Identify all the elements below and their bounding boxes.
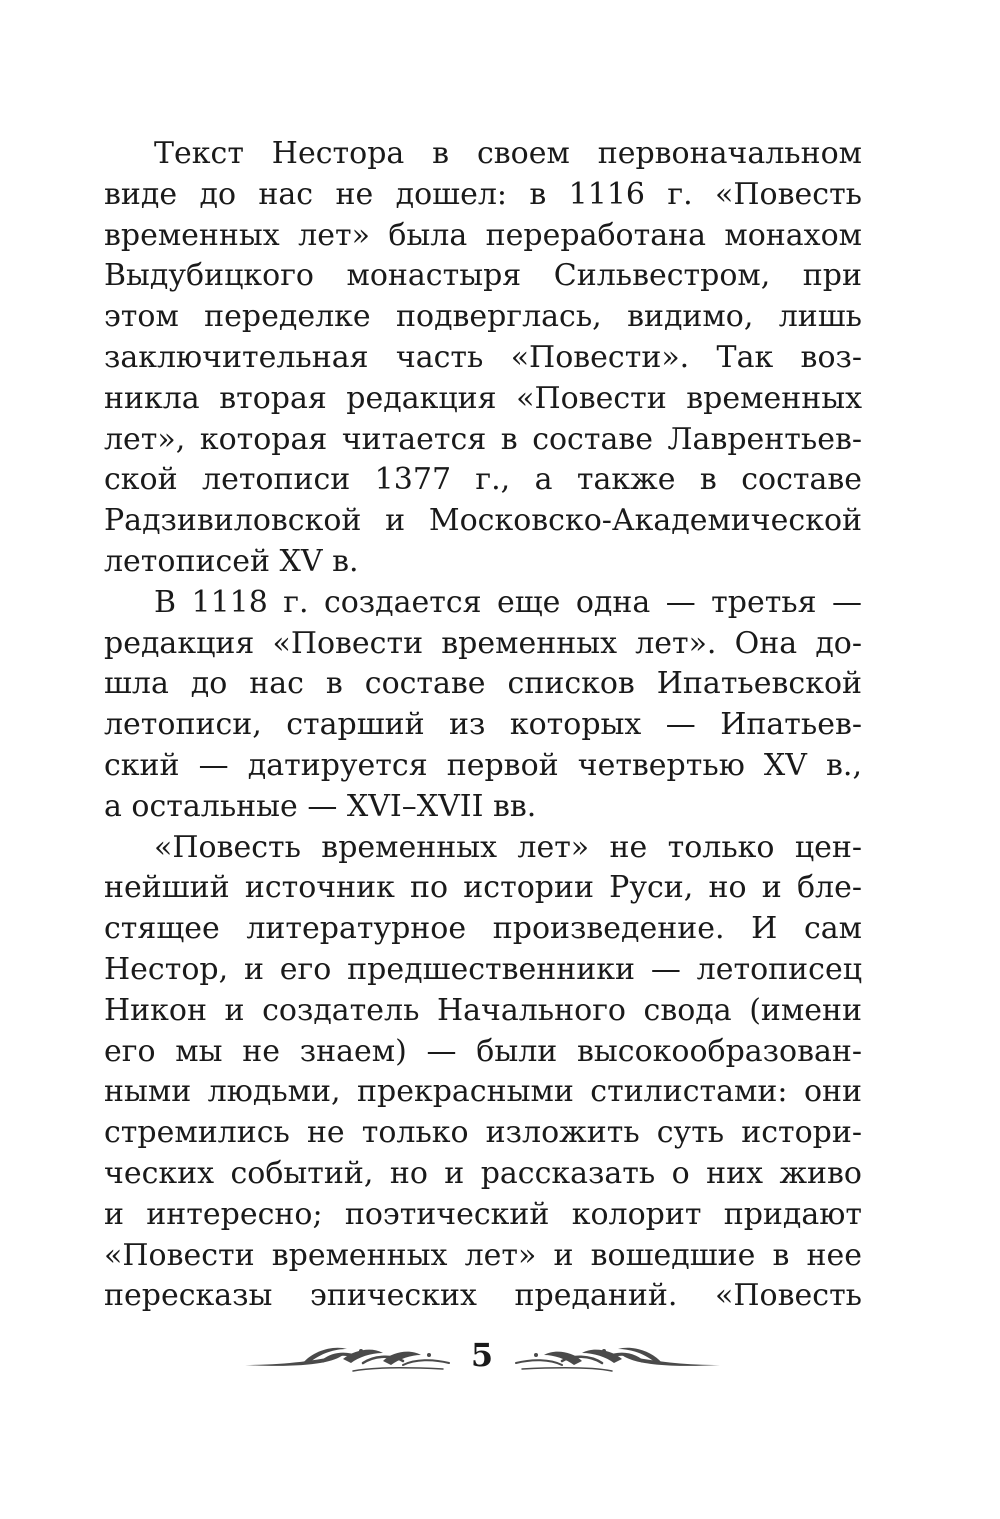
text-line: пересказы эпических преданий. «Повесть xyxy=(104,1278,862,1314)
text-line: ской летописи 1377 г., а также в составе xyxy=(104,462,862,498)
text-line: этом переделке подверглась, видимо, лишь xyxy=(104,299,862,335)
text-line: «Повесть временных лет» не только цен- xyxy=(154,829,862,865)
text-line: Радзивиловской и Московско-Академической xyxy=(104,503,862,539)
text-line: а остальные — XVI–XVII вв. xyxy=(104,788,537,824)
text-line: Текст Нестора в своем первоначальном xyxy=(154,136,862,171)
text-line: стящее литературное произведение. И сам xyxy=(104,911,862,947)
text-line: ческих событий, но и рассказать о них живо xyxy=(104,1155,862,1191)
text-line: никла вторая редакция «Повести временных xyxy=(104,380,862,416)
text-line: В 1118 г. создается еще одна — третья — xyxy=(154,584,862,620)
text-line: заключительная часть «Повести». Так воз- xyxy=(104,339,862,375)
text-line: ский — датируется первой четвертью XV в., xyxy=(104,747,862,783)
text-line: Никон и создатель Начального свода (имени xyxy=(104,992,862,1028)
text-line: нейший источник по истории Руси, но и бле- xyxy=(104,870,862,906)
text-line: летописей XV в. xyxy=(104,543,359,579)
text-line: виде до нас не дошел: в 1116 г. «Повесть xyxy=(104,176,862,212)
text-line: стремились не только изложить суть истори- xyxy=(104,1115,862,1151)
text-line: лет», которая читается в составе Лаврентьев- xyxy=(104,421,862,457)
page-number: 5 xyxy=(470,1336,494,1374)
text-line: шла до нас в составе списков Ипатьевской xyxy=(104,666,862,702)
page-footer xyxy=(0,1333,1000,1393)
text-line: летописи, старший из которых — Ипатьев- xyxy=(104,707,862,743)
flourish-right-icon xyxy=(512,1341,722,1375)
flourish-left-icon xyxy=(243,1341,453,1375)
text-line: временных лет» была переработана монахом xyxy=(104,217,862,253)
text-line: его мы не знаем) — были высокообразован- xyxy=(104,1033,862,1069)
text-line: редакция «Повести временных лет». Она до- xyxy=(104,625,862,661)
text-line: «Повести временных лет» и вошедшие в нее xyxy=(104,1237,862,1273)
text-line: Выдубицкого монастыря Сильвестром, при xyxy=(104,258,862,294)
text-line: Нестор, и его предшественники — летописец xyxy=(104,951,862,987)
body-text xyxy=(104,134,862,1317)
text-line: ными людьми, прекрасными стилистами: они xyxy=(104,1074,862,1110)
text-line: и интересно; поэтический колорит придают xyxy=(104,1196,862,1232)
